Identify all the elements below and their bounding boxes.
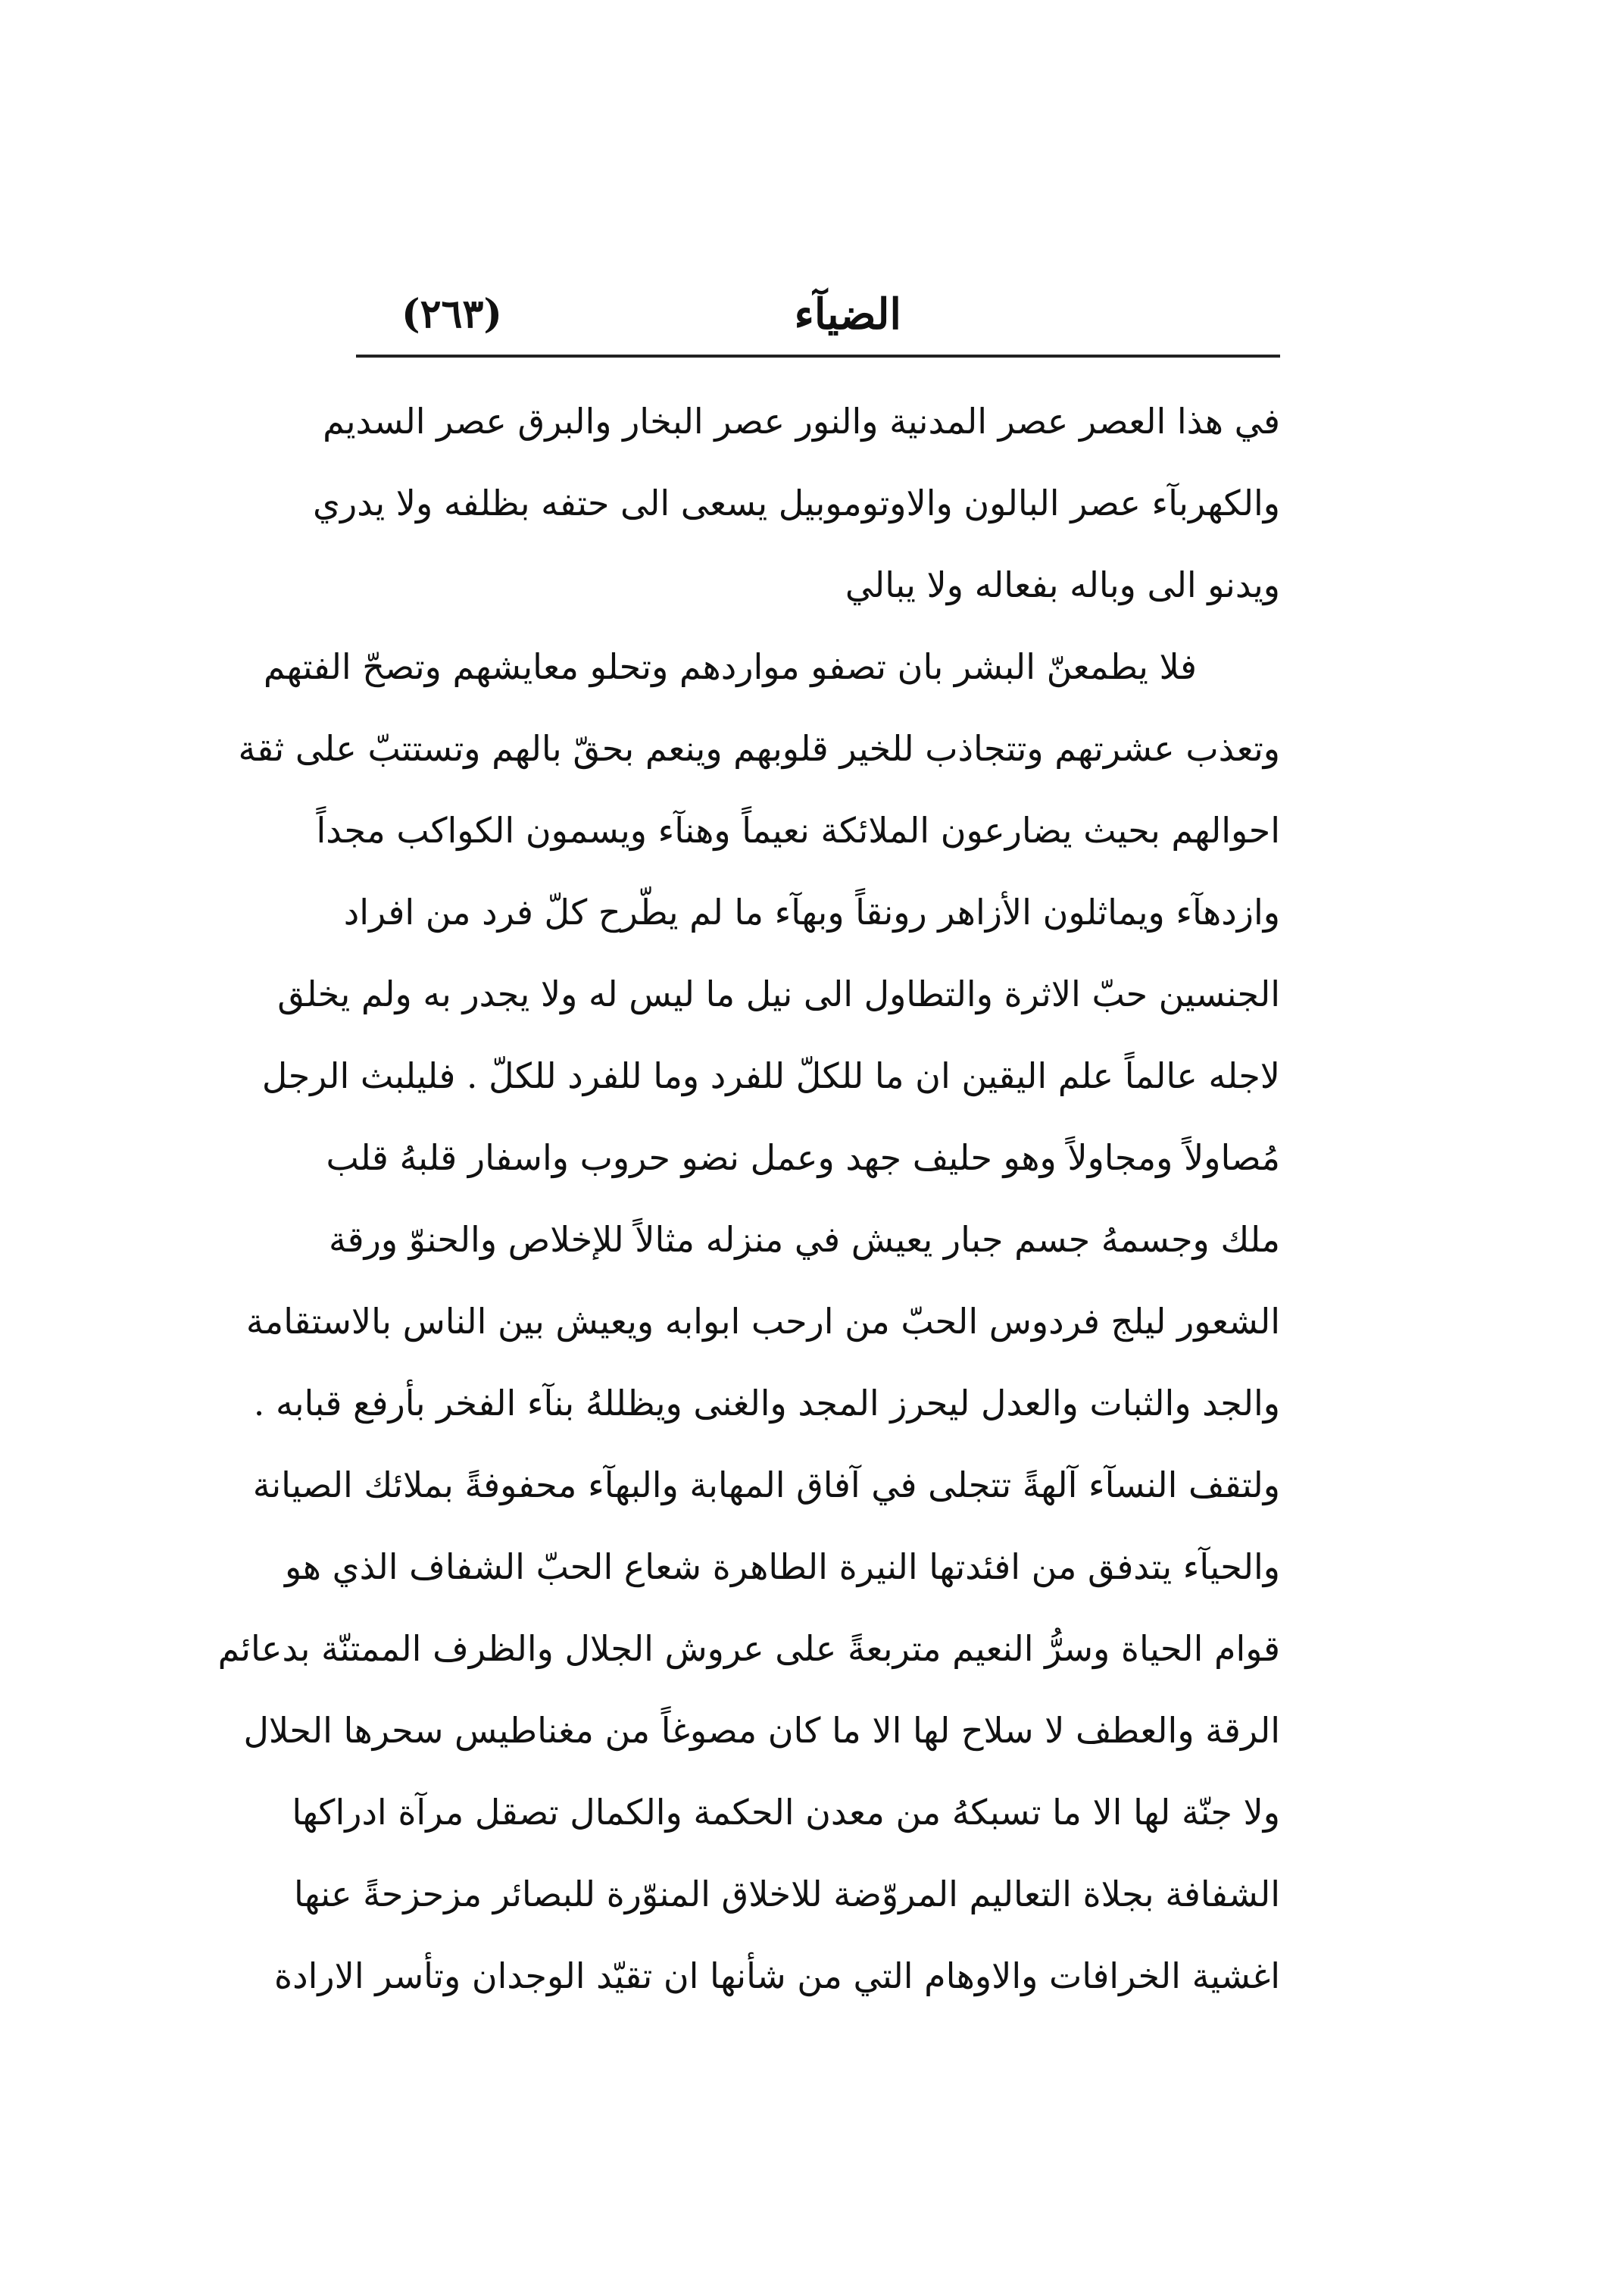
text-line: الشفافة بجلاة التعاليم المروّضة للاخلاق المنوّرة للبصائر مزحزحةً عنها xyxy=(294,1874,1280,1914)
page-header xyxy=(356,282,1280,350)
text-line: لاجله عالماً علم اليقين ان ما للكلّ للفرد وما للفرد للكلّ . فليلبث الرجل xyxy=(261,1055,1280,1096)
page-number: (٢٦٣) xyxy=(401,291,503,337)
header-rule xyxy=(356,355,1280,358)
text-line: ملك وجسمهُ جسم جبار يعيش في منزله مثالاً للإخلاص والحنوّ ورقة xyxy=(328,1219,1280,1260)
text-line: الشعور ليلج فردوس الحبّ من ارحب ابوابه ويعيش بين الناس بالاستقامة xyxy=(245,1301,1280,1342)
text-line: اغشية الخرافات والاوهام التي من شأنها ان تقيّد الوجدان وتأسر الارادة xyxy=(274,1955,1280,1996)
paragraph-1 xyxy=(312,380,1280,626)
text-line: الرقة والعطف لا سلاح لها الا ما كان مصوغاً من مغناطيس سحرها الحلال xyxy=(243,1710,1280,1751)
text-line: ويدنو الى وباله بفعاله ولا يبالي xyxy=(845,564,1280,605)
text-line: ولا جنّة لها الا ما تسبكهُ من معدن الحكمة والكمال تصقل مرآة ادراكها xyxy=(292,1792,1280,1833)
body-text xyxy=(217,380,1280,2017)
text-line: والحيآء يتدفق من افئدتها النيرة الطاهرة شعاع الحبّ الشفاف الذي هو xyxy=(284,1546,1280,1587)
text-line: ولتقف النسآء آلهةً تتجلى في آفاق المهابة والبهآء محفوفةً بملائك الصيانة xyxy=(252,1464,1280,1505)
running-title: الضيآء xyxy=(794,289,901,339)
paragraph-2 xyxy=(217,626,1280,2017)
text-line: والكهربآء عصر البالون والاوتوموبيل يسعى الى حتفه بظلفه ولا يدري xyxy=(312,483,1280,524)
text-line: وازدهآء ويماثلون الأزاهر رونقاً وبهآء ما لم يطّرح كلّ فرد من افراد xyxy=(343,892,1280,933)
text-line: مُصاولاً ومجاولاً وهو حليف جهد وعمل نضو حروب واسفار قلبهُ قلب xyxy=(326,1137,1280,1178)
text-line: وتعذب عشرتهم وتتجاذب للخير قلوبهم وينعم بحقّ بالهم وتستتبّ على ثقة xyxy=(238,728,1280,769)
text-line: والجد والثبات والعدل ليحرز المجد والغنى ويظللهُ بنآء الفخر بأرفع قبابه . xyxy=(253,1383,1280,1424)
text-line: قوام الحياة وسرُّ النعيم متربعةً على عروش الجلال والظرف الممتنّة بدعائم xyxy=(217,1628,1280,1669)
text-line: الجنسين حبّ الاثرة والتطاول الى نيل ما ليس له ولا يجدر به ولم يخلق xyxy=(277,974,1280,1014)
text-line: في هذا العصر عصر المدنية والنور عصر البخار والبرق عصر السديم xyxy=(323,401,1280,442)
text-line: فلا يطمعنّ البشر بان تصفو مواردهم وتحلو معايشهم وتصحّ الفتهم xyxy=(263,646,1197,687)
text-line: احوالهم بحيث يضارعون الملائكة نعيماً وهنآء ويسمون الكواكب مجداً xyxy=(316,810,1280,851)
